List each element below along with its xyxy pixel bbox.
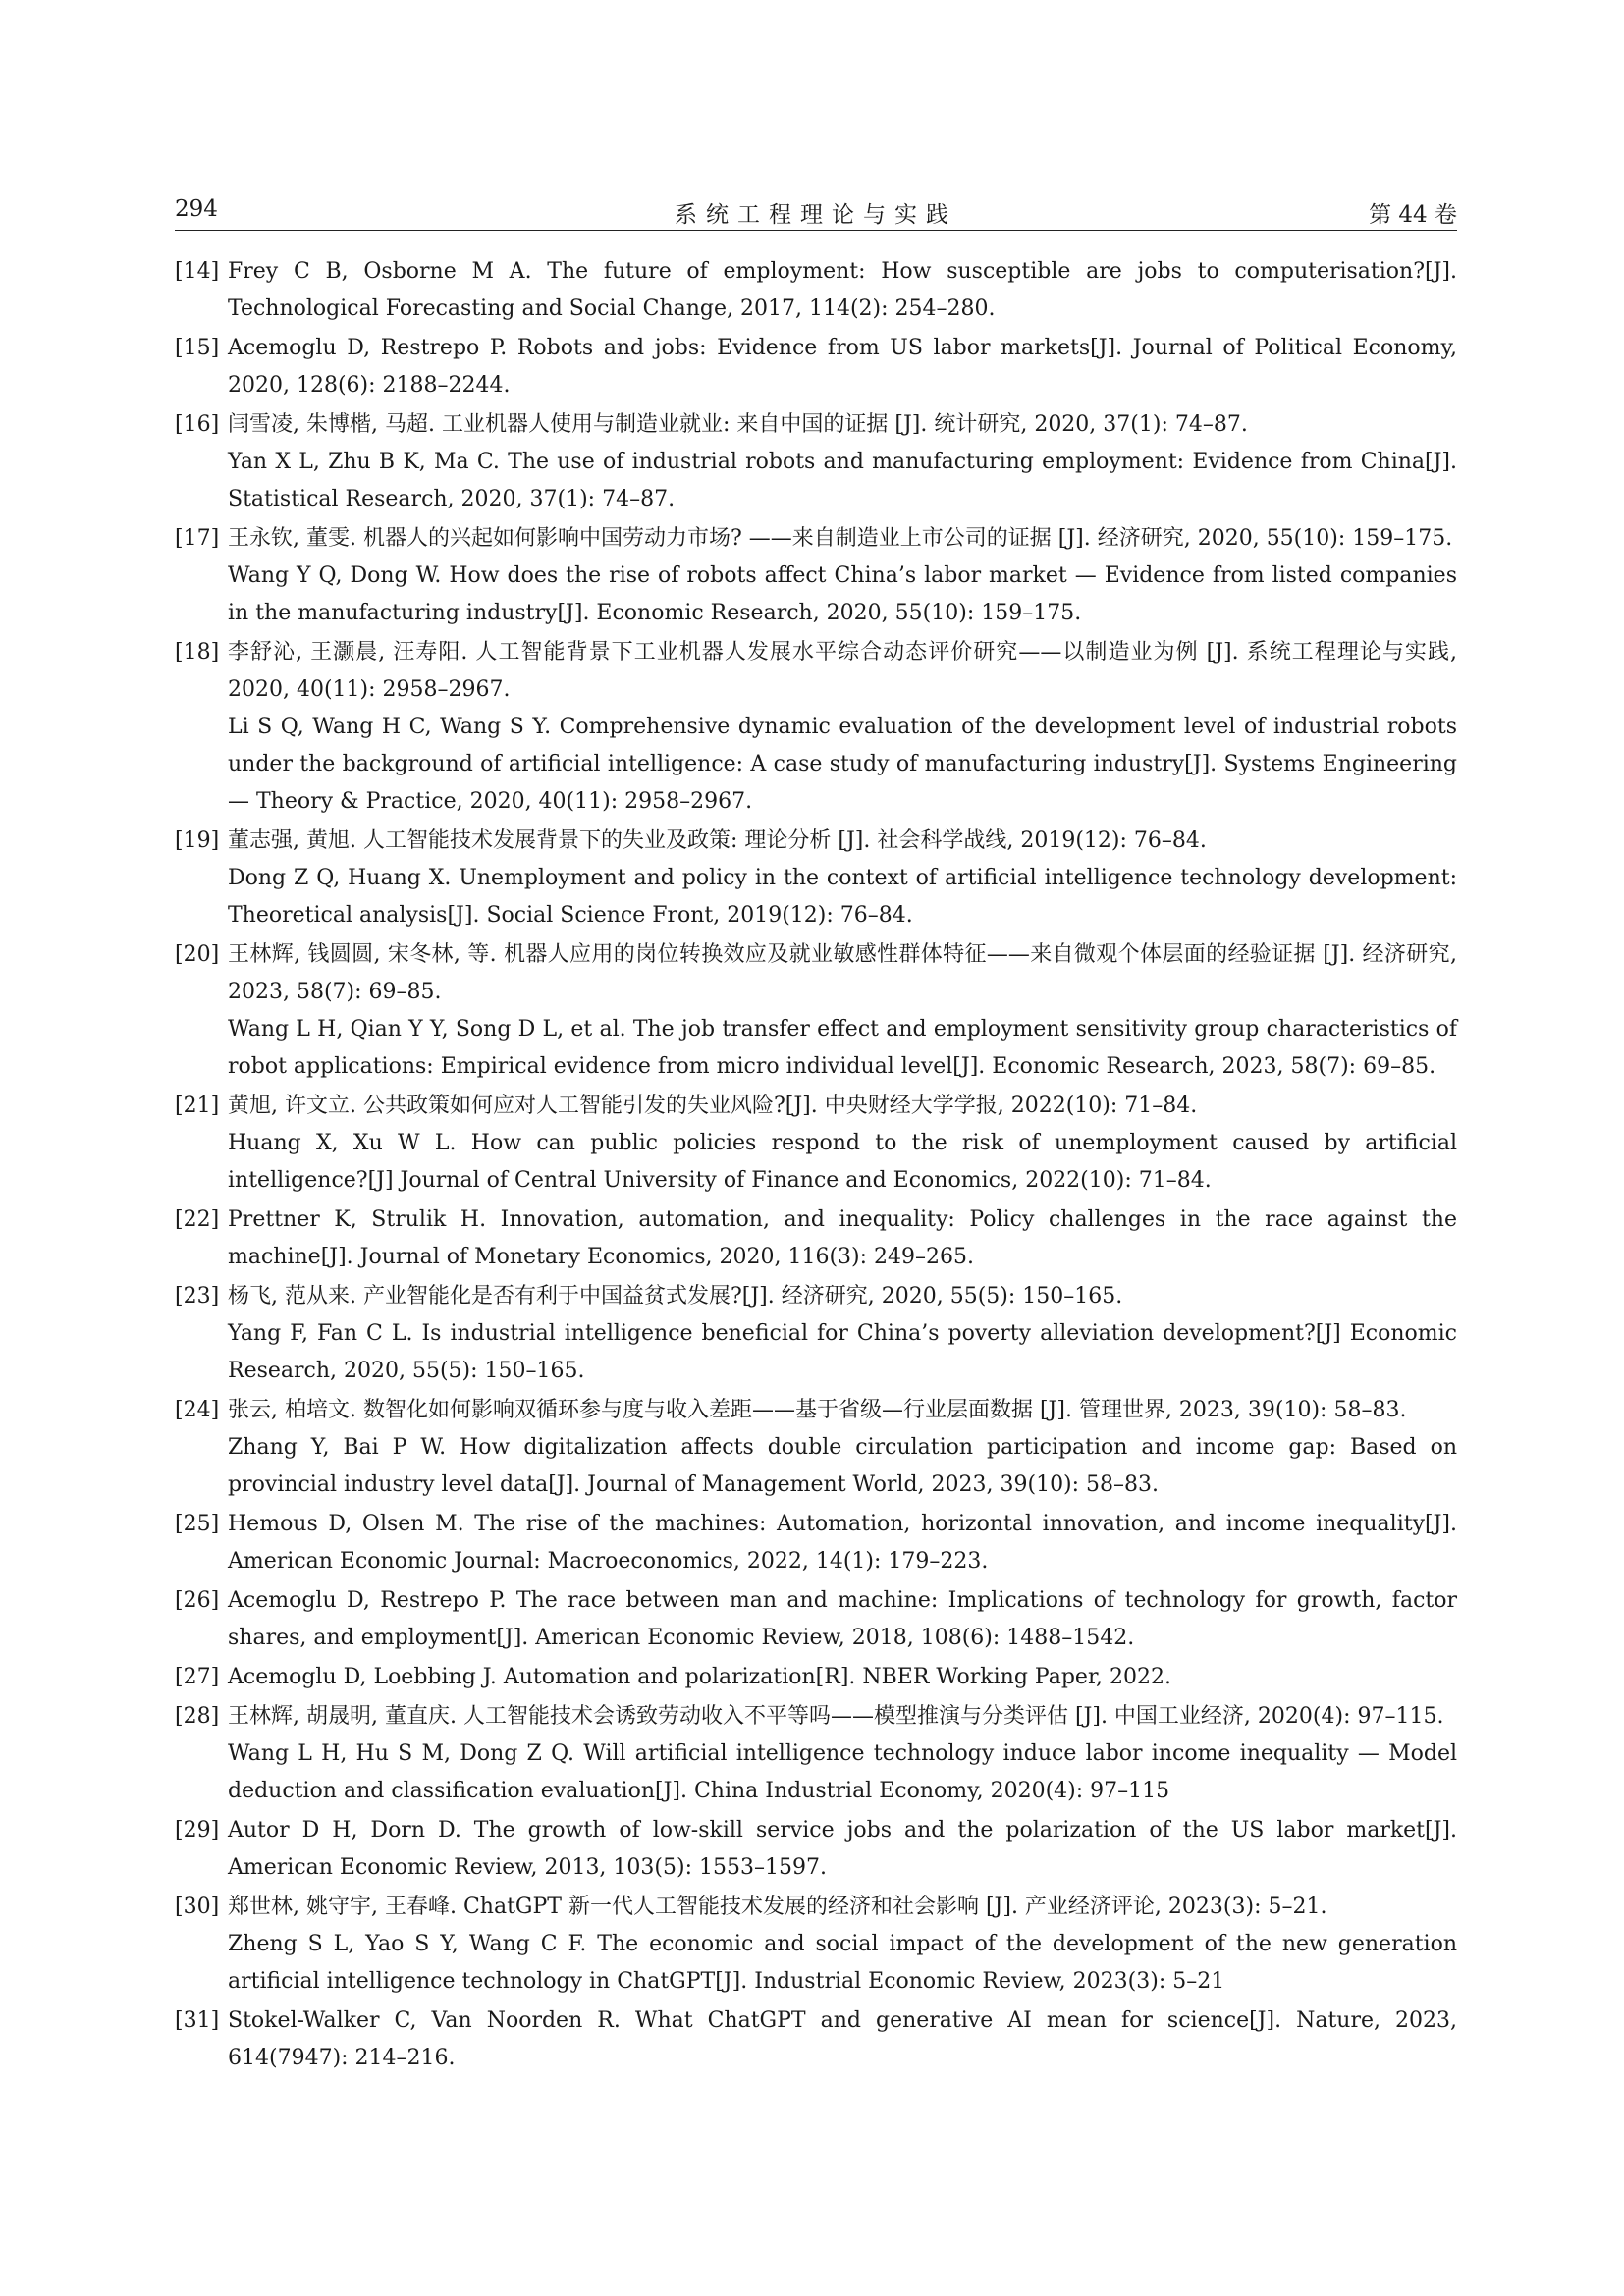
reference-translation: Yan X L, Zhu B K, Ma C. The use of industrial robots and manufacturing employment: Evidence from China[J]. Statistical Research, 2020, 37(1): 74–87.: [228, 450, 1457, 511]
reference-translation: Huang X, Xu W L. How can public policies respond to the risk of unemployment caused by artificial intelligence?[J] Journal of Central University of Finance and Economics, 2022(10): 71–84.: [228, 1131, 1457, 1193]
journal-name: 系统工程理论与实践: [675, 202, 957, 228]
reference-item: [175, 1659, 1457, 1696]
reference-text: 张云, 柏培文. 数智化如何影响双循环参与度与收入差距——基于省级—行业层面数据 [J]. 管理世界, 2023, 39(10): 58–83.: [228, 1398, 1407, 1422]
reference-number: [18]: [175, 640, 220, 665]
reference-number: [28]: [175, 1704, 220, 1729]
reference-item: [175, 1698, 1457, 1810]
reference-item: [175, 634, 1457, 821]
reference-translation: Yang F, Fan C L. Is industrial intelligence beneficial for China’s poverty alleviation development?[J] Economic Research, 2020, 55(5): 150–165.: [228, 1321, 1457, 1383]
reference-number: [14]: [175, 259, 220, 284]
reference-text: 董志强, 黄旭. 人工智能技术发展背景下的失业及政策: 理论分析 [J]. 社会科学战线, 2019(12): 76–84.: [228, 828, 1207, 853]
reference-number: [26]: [175, 1588, 220, 1613]
reference-item: [175, 823, 1457, 934]
reference-text: 杨飞, 范从来. 产业智能化是否有利于中国益贫式发展?[J]. 经济研究, 2020, 55(5): 150–165.: [228, 1284, 1123, 1308]
reference-item: [175, 330, 1457, 404]
reference-item: [175, 1506, 1457, 1580]
reference-number: [24]: [175, 1398, 220, 1422]
reference-item: [175, 406, 1457, 518]
reference-text: Acemoglu D, Restrepo P. Robots and jobs: Evidence from US labor markets[J]. Journal of Political Economy, 2020, 128(6): 2188–2244.: [228, 336, 1457, 398]
reference-text: 闫雪凌, 朱博楷, 马超. 工业机器人使用与制造业就业: 来自中国的证据 [J]. 统计研究, 2020, 37(1): 74–87.: [228, 412, 1248, 437]
reference-text: Hemous D, Olsen M. The rise of the machines: Automation, horizontal innovation, and income inequality[J]. American Economic Journal: Macroeconomics, 2022, 14(1): 179–223.: [228, 1512, 1457, 1574]
reference-text: Prettner K, Strulik H. Innovation, automation, and inequality: Policy challenges in the race against the machine[J]. Journal of Monetary Economics, 2020, 116(3): 249–265.: [228, 1207, 1457, 1269]
reference-text: Acemoglu D, Loebbing J. Automation and polarization[R]. NBER Working Paper, 2022.: [228, 1665, 1172, 1689]
reference-number: [21]: [175, 1094, 220, 1118]
reference-item: [175, 253, 1457, 328]
reference-list: [175, 253, 1457, 2079]
reference-item: [175, 1201, 1457, 1276]
reference-item: [175, 520, 1457, 632]
reference-translation: Wang L H, Qian Y Y, Song D L, et al. The job transfer effect and employment sensitivity group characteristics of robot applications: Empirical evidence from micro individual level[J]. Economic Research, 2023, 58(7): 69–85.: [228, 1017, 1457, 1079]
reference-text: 王林辉, 钱圆圆, 宋冬林, 等. 机器人应用的岗位转换效应及就业敏感性群体特征——来自微观个体层面的经验证据 [J]. 经济研究, 2023, 58(7): 69–85.: [228, 942, 1457, 1004]
reference-number: [31]: [175, 2008, 220, 2033]
reference-text: 王永钦, 董雯. 机器人的兴起如何影响中国劳动力市场? ——来自制造业上市公司的证据 [J]. 经济研究, 2020, 55(10): 159–175.: [228, 526, 1453, 551]
reference-translation: Zheng S L, Yao S Y, Wang C F. The economic and social impact of the development of the new generation artificial intelligence technology in ChatGPT[J]. Industrial Economic Review, 2023(3): 5–21: [228, 1932, 1457, 1994]
volume-label: 第 44 卷: [1369, 202, 1457, 228]
reference-number: [16]: [175, 412, 220, 437]
reference-number: [29]: [175, 1818, 220, 1842]
reference-item: [175, 1392, 1457, 1504]
reference-number: [19]: [175, 828, 220, 853]
reference-text: 李舒沁, 王灏晨, 汪寿阳. 人工智能背景下工业机器人发展水平综合动态评价研究——以制造业为例 [J]. 系统工程理论与实践, 2020, 40(11): 2958–2967.: [228, 640, 1457, 702]
reference-item: [175, 1812, 1457, 1887]
reference-translation: Li S Q, Wang H C, Wang S Y. Comprehensive dynamic evaluation of the development level of industrial robots under the background of artificial intelligence: A case study of manufacturing industry[J]. Systems Engineering — Theory & Practice, 2020, 40(11): 2958–2967.: [228, 715, 1457, 814]
reference-number: [25]: [175, 1512, 220, 1536]
reference-item: [175, 1278, 1457, 1390]
reference-number: [27]: [175, 1665, 220, 1689]
reference-text: Autor D H, Dorn D. The growth of low-skill service jobs and the polarization of the US labor market[J]. American Economic Review, 2013, 103(5): 1553–1597.: [228, 1818, 1457, 1880]
page-header: [175, 192, 1457, 231]
reference-text: Stokel-Walker C, Van Noorden R. What ChatGPT and generative AI mean for science[J]. Nature, 2023, 614(7947): 214–216.: [228, 2008, 1457, 2070]
reference-number: [15]: [175, 336, 220, 360]
reference-translation: Wang Y Q, Dong W. How does the rise of robots affect China’s labor market — Evidence from listed companies in the manufacturing industry[J]. Economic Research, 2020, 55(10): 159–175.: [228, 563, 1457, 625]
reference-translation: Zhang Y, Bai P W. How digitalization affects double circulation participation and income gap: Based on provincial industry level data[J]. Journal of Management World, 2023, 39(10): 58–83.: [228, 1435, 1457, 1497]
reference-text: Frey C B, Osborne M A. The future of employment: How susceptible are jobs to computerisation?[J]. Technological Forecasting and Social Change, 2017, 114(2): 254–280.: [228, 259, 1457, 321]
reference-item: [175, 1582, 1457, 1657]
reference-item: [175, 936, 1457, 1086]
reference-translation: Wang L H, Hu S M, Dong Z Q. Will artificial intelligence technology induce labor income inequality — Model deduction and classification evaluation[J]. China Industrial Economy, 2020(4): 97–115: [228, 1741, 1457, 1803]
reference-text: 王林辉, 胡晟明, 董直庆. 人工智能技术会诱致劳动收入不平等吗——模型推演与分类评估 [J]. 中国工业经济, 2020(4): 97–115.: [228, 1704, 1444, 1729]
reference-item: [175, 1889, 1457, 2001]
reference-number: [23]: [175, 1284, 220, 1308]
reference-number: [17]: [175, 526, 220, 551]
reference-text: 黄旭, 许文立. 公共政策如何应对人工智能引发的失业风险?[J]. 中央财经大学学报, 2022(10): 71–84.: [228, 1094, 1198, 1118]
reference-text: Acemoglu D, Restrepo P. The race between man and machine: Implications of technology for growth, factor shares, and employment[J]. American Economic Review, 2018, 108(6): 1488–1542.: [228, 1588, 1457, 1650]
reference-number: [20]: [175, 942, 220, 967]
reference-number: [22]: [175, 1207, 220, 1232]
reference-item: [175, 2002, 1457, 2077]
reference-translation: Dong Z Q, Huang X. Unemployment and policy in the context of artificial intelligence technology development: Theoretical analysis[J]. Social Science Front, 2019(12): 76–84.: [228, 866, 1457, 928]
reference-text: 郑世林, 姚守宇, 王春峰. ChatGPT 新一代人工智能技术发展的经济和社会影响 [J]. 产业经济评论, 2023(3): 5–21.: [228, 1895, 1327, 1919]
reference-item: [175, 1088, 1457, 1200]
reference-number: [30]: [175, 1895, 220, 1919]
page-number: 294: [175, 196, 218, 222]
